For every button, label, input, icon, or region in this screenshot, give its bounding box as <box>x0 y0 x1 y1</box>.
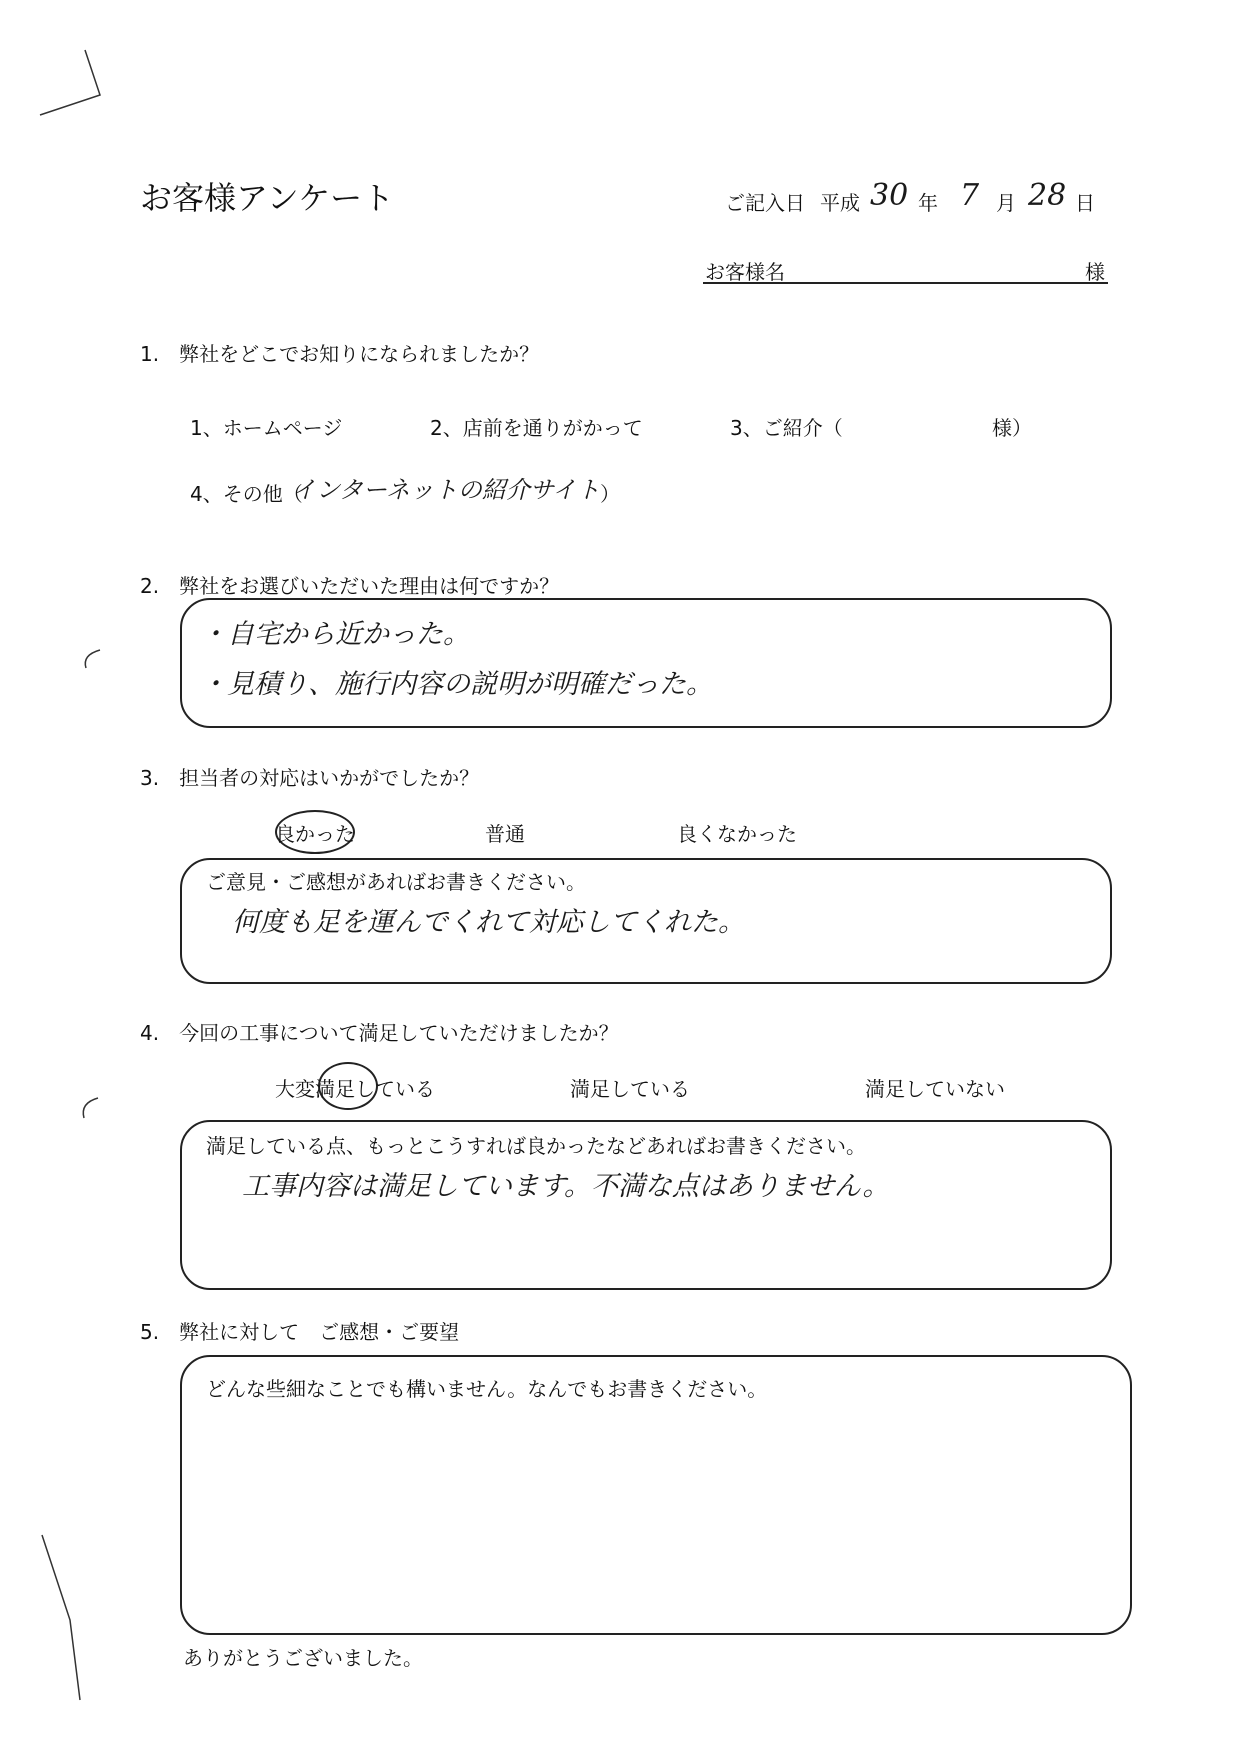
month-unit: 月 <box>996 191 1016 215</box>
q4-option-very-satisfied: 大変満足している <box>275 1077 435 1101</box>
q2-answer-box <box>180 598 1112 728</box>
customer-honorific: 様 <box>1085 260 1105 284</box>
q4-question: 4. 今回の工事について満足していただけましたか？ <box>140 1021 619 1045</box>
q4-comment-answer: 工事内容は満足しています。不満な点はありません。 <box>242 1171 890 1202</box>
q1-option-referral: 3、ご紹介（ <box>730 416 843 440</box>
q1-other-answer: インターネットの紹介サイト <box>292 476 601 504</box>
q1-question: 1. 弊社をどこでお知りになられましたか？ <box>140 342 540 366</box>
q4-option-satisfied: 満足している <box>570 1077 690 1101</box>
customer-name-label: お客様名 <box>705 260 785 284</box>
q3-comment-answer: 何度も足を運んでくれて対応してくれた。 <box>232 907 745 938</box>
q2-question: 2. 弊社をお選びいただいた理由は何ですか？ <box>140 574 560 598</box>
q4-comment-box <box>180 1120 1112 1290</box>
q1-option-storefront: 2、店前を通りがかって <box>430 416 643 440</box>
q4-comment-prompt: 満足している点、もっとこうすれば良かったなどあればお書きください。 <box>206 1134 866 1158</box>
date-month-value: 7 <box>960 178 980 213</box>
q4-option-not-satisfied: 満足していない <box>865 1077 1005 1101</box>
year-unit: 年 <box>918 191 938 215</box>
q5-question: 5. 弊社に対して ご感想・ご要望 <box>140 1320 460 1344</box>
q2-answer-line-2: ・見積り、施行内容の説明が明確だった。 <box>200 669 713 700</box>
date-label: ご記入日 <box>725 191 805 215</box>
closing-thanks: ありがとうございました。 <box>183 1646 423 1670</box>
q1-option-other: 4、その他（ <box>190 482 303 506</box>
q5-comment-box <box>180 1355 1132 1635</box>
q1-option-other-end: ） <box>600 482 620 506</box>
q3-comment-box <box>180 858 1112 984</box>
q3-option-good: 良かった <box>275 822 355 846</box>
era-label: 平成 <box>820 191 860 215</box>
q3-comment-prompt: ご意見・ご感想があればお書きください。 <box>206 870 586 894</box>
q1-option-referral-end: 様） <box>992 416 1032 440</box>
q3-option-normal: 普通 <box>485 822 525 846</box>
q2-answer-line-1: ・自宅から近かった。 <box>200 619 470 650</box>
q5-comment-prompt: どんな些細なことでも構いません。なんでもお書きください。 <box>206 1377 768 1401</box>
page-title: お客様アンケート <box>140 179 395 217</box>
day-unit: 日 <box>1075 191 1095 215</box>
q1-option-homepage: 1、ホームページ <box>190 416 343 440</box>
date-day-value: 28 <box>1028 178 1067 213</box>
date-year-value: 30 <box>870 178 909 213</box>
q3-option-bad: 良くなかった <box>677 822 797 846</box>
q3-question: 3. 担当者の対応はいかがでしたか？ <box>140 766 480 790</box>
